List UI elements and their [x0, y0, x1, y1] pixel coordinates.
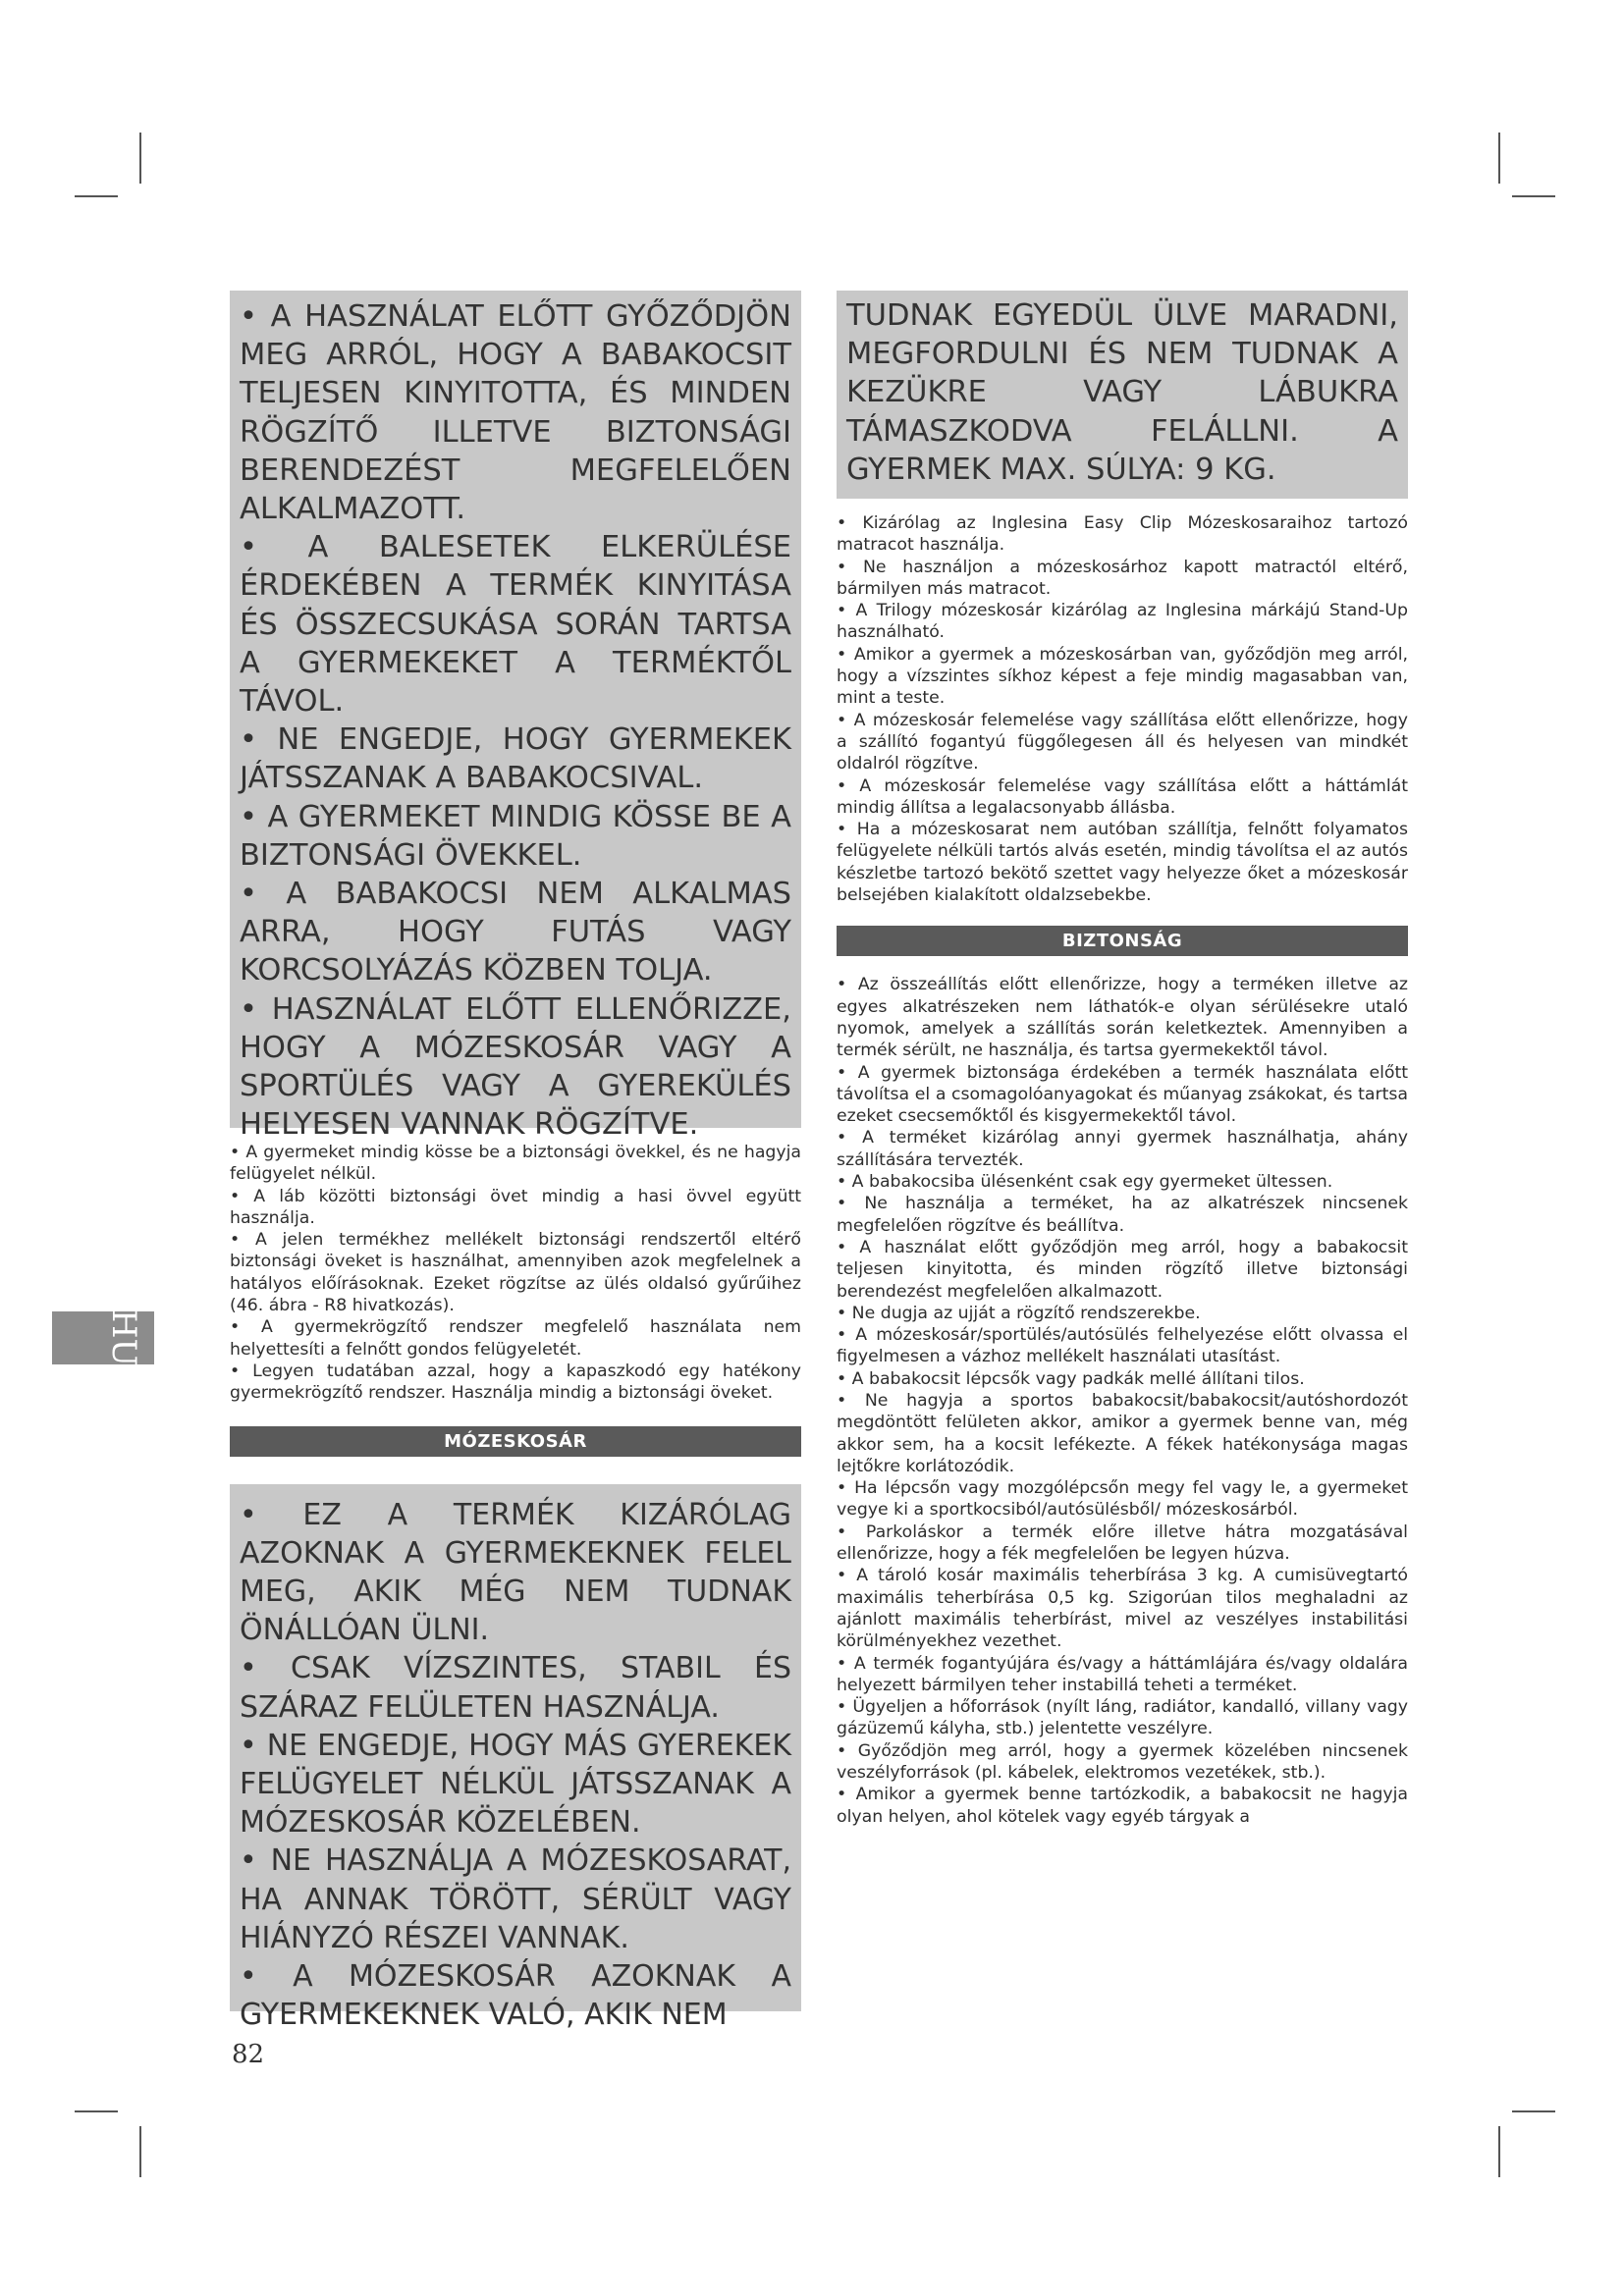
- warning-box: [230, 291, 801, 1143]
- warning-item: • A BABAKOCSI NEM ALKALMAS ARRA, HOGY FUTÁS VAGY KORCSOLYÁZÁS KÖZBEN TOLJA.: [240, 877, 791, 988]
- body-paragraph: • A termék fogantyújára és/vagy a háttámlájára és/vagy oldalára helyezett bármilyen teher instabillá teheti a terméket.: [837, 1653, 1408, 1695]
- warning-item: TUDNAK EGYEDÜL ÜLVE MARADNI, MEGFORDULNI ÉS NEM TUDNAK A KEZÜKRE VAGY LÁBUKRA TÁMASZKODVA FELÁLLNI. A GYERMEK MAX. SÚLYA: 9 KG.: [846, 298, 1398, 487]
- crop-mark: [1512, 195, 1555, 197]
- body-paragraph: • A babakocsit lépcsők vagy padkák mellé állítani tilos.: [837, 1368, 1305, 1389]
- body-paragraph: • Ha a mózeskosarat nem autóban szállítja, felnőtt folyamatos felügyelete nélküli tartós alvás esetén, mindig távolítsa el az autós készletbe tartozó bekötő szettet vagy helyezze őket a mózeskosár belsejében kialakított oldalzsebekbe.: [837, 820, 1408, 906]
- body-text: [837, 512, 1408, 906]
- body-paragraph: • A babakocsiba ülésenként csak egy gyermeket ültessen.: [837, 1172, 1333, 1193]
- body-paragraph: • A gyermeket mindig kösse be a biztonsági övekkel, és ne hagyja felügyelet nélkül.: [230, 1143, 801, 1185]
- body-paragraph: • Parkoláskor a termék előre illetve hátra mozgatásával ellenőrizze, hogy a fék megfelelően be legyen húzva.: [837, 1522, 1408, 1565]
- body-paragraph: • A gyermekrögzítő rendszer megfelelő használata nem helyettesíti a felnőtt gondos felügyeletét.: [230, 1317, 801, 1360]
- body-text: [230, 1142, 801, 1405]
- crop-mark: [1512, 2110, 1555, 2112]
- page-number: 82: [232, 2040, 265, 2069]
- warning-item: • A MÓZESKOSÁR AZOKNAK A GYERMEKEKNEK VALÓ, AKIK NEM: [240, 1959, 791, 2033]
- body-paragraph: • Ne használja a terméket, ha az alkatrészek nincsenek megfelelően rögzítve és beállítva.: [837, 1194, 1408, 1236]
- body-paragraph: • Ha lépcsőn vagy mozgólépcsőn megy fel vagy le, a gyermeket vegye ki a sportkocsiból/autósülésből/ mózeskosárból.: [837, 1478, 1408, 1521]
- body-paragraph: • A mózeskosár felemelése vagy szállítása előtt ellenőrizze, hogy a szállító fogantyú függőlegesen áll és helyesen van mindkét oldalról rögzítve.: [837, 710, 1408, 774]
- body-paragraph: • Ne hagyja a sportos babakocsit/babakocsit/autóshordozót megdöntött felületen akkor, amikor a gyermek benne van, még akkor sem, ha a kocsit lefékezte. A fékek hatékonysága magas lejtőkre korlátozódik.: [837, 1390, 1408, 1476]
- left-column: [230, 291, 801, 2033]
- body-paragraph: • A mózeskosár felemelése vagy szállítása előtt a háttámlát mindig állítsa a legalacsonyabb állásba.: [837, 775, 1408, 818]
- crop-mark: [139, 133, 141, 184]
- body-paragraph: • A mózeskosár/sportülés/autósülés felhelyezése előtt olvassa el figyelmesen a vázhoz mellékelt használati utasítást.: [837, 1325, 1408, 1367]
- warning-item: • EZ A TERMÉK KIZÁRÓLAG AZOKNAK A GYERMEKEKNEK FELEL MEG, AKIK MÉG NEM TUDNAK ÖNÁLLÓAN ÜLNI.: [240, 1497, 791, 1648]
- section-heading-mozeskosar: MÓZESKOSÁR: [230, 1426, 801, 1457]
- warning-item: • CSAK VÍZSZINTES, STABIL ÉS SZÁRAZ FELÜLETEN HASZNÁLJA.: [240, 1651, 791, 1725]
- crop-mark: [139, 2126, 141, 2177]
- body-paragraph: • Legyen tudatában azzal, hogy a kapaszkodó egy hatékony gyermekrögzítő rendszer. Használja mindig a biztonsági öveket.: [230, 1361, 801, 1404]
- language-tab-label: HU: [103, 1308, 143, 1367]
- body-paragraph: • Kizárólag az Inglesina Easy Clip Mózeskosaraihoz tartozó matracot használja.: [837, 513, 1408, 556]
- crop-mark: [1498, 133, 1500, 184]
- body-paragraph: • Ne használjon a mózeskosárhoz kapott matractól eltérő, bármilyen más matracot.: [837, 557, 1408, 599]
- warning-box: [837, 291, 1408, 499]
- warning-item: • A HASZNÁLAT ELŐTT GYŐZŐDJÖN MEG ARRÓL, HOGY A BABAKOCSIT TELJESEN KINYITOTTA, ÉS MINDEN RÖGZÍTŐ ILLETVE BIZTONSÁGI BERENDEZÉST MEGFELELŐEN ALKALMAZOTT.: [240, 299, 791, 527]
- body-paragraph: • Az összeállítás előtt ellenőrizze, hogy a terméken illetve az egyes alkatrészeken nem láthatók-e olyan sérülésekre utaló nyomok, amelyek a szállítás során keletkeztek. Amennyiben a termék sérült, ne használja, és tartsa gyermekektől távol.: [837, 975, 1408, 1061]
- right-column: [837, 291, 1408, 1828]
- body-paragraph: • Amikor a gyermek a mózeskosárban van, győződjön meg arról, hogy a vízszintes síkhoz képest a feje mindig magasabban van, mint a teste.: [837, 644, 1408, 709]
- section-heading-biztonsag: BIZTONSÁG: [837, 926, 1408, 956]
- body-paragraph: • A gyermek biztonsága érdekében a termék használata előtt távolítsa el a csomagolóanyagokat és műanyag zsákokat, és tartsa ezeket csecsemőktől és kisgyermekektől távol.: [837, 1062, 1408, 1127]
- warning-item: • HASZNÁLAT ELŐTT ELLENŐRIZZE, HOGY A MÓZESKOSÁR VAGY A SPORTÜLÉS VAGY A GYEREKÜLÉS HELYESEN VANNAK RÖGZÍTVE.: [240, 991, 791, 1143]
- crop-mark: [75, 2110, 118, 2112]
- warning-item: • NE ENGEDJE, HOGY MÁS GYEREKEK FELÜGYELET NÉLKÜL JÁTSSZANAK A MÓZESKOSÁR KÖZELÉBEN.: [240, 1728, 791, 1841]
- body-paragraph: • A terméket kizárólag annyi gyermek használhatja, ahány szállítására tervezték.: [837, 1128, 1408, 1170]
- language-tab: [52, 1308, 154, 1367]
- warning-box: [230, 1484, 801, 2033]
- body-paragraph: • Ne dugja az ujját a rögzítő rendszerekbe.: [837, 1303, 1201, 1323]
- body-paragraph: • Győződjön meg arról, hogy a gyermek közelében nincsenek veszélyforrások (pl. kábelek, elektromos vezetékek, stb.).: [837, 1740, 1408, 1784]
- warning-item: • A BALESETEK ELKERÜLÉSE ÉRDEKÉBEN A TERMÉK KINYITÁSA ÉS ÖSSZECSUKÁSA SORÁN TARTSA A GYERMEKEKET A TERMÉKTŐL TÁVOL.: [240, 530, 791, 720]
- body-paragraph: • A jelen termékhez mellékelt biztonsági rendszertől eltérő biztonsági öveket is használhat, amennyiben azok megfelelnek a hatályos előírásoknak. Ezeket rögzítse az ülés oldalsó gyűrűihez (46. ábra - R8 hivatkozás).: [230, 1230, 801, 1316]
- warning-item: • NE HASZNÁLJA A MÓZESKOSARAT, HA ANNAK TÖRÖTT, SÉRÜLT VAGY HIÁNYZÓ RÉSZEI VANNAK.: [240, 1843, 791, 1955]
- body-paragraph: • A Trilogy mózeskosár kizárólag az Inglesina márkájú Stand-Up használható.: [837, 601, 1408, 643]
- body-paragraph: • Amikor a gyermek benne tartózkodik, a babakocsit ne hagyja olyan helyen, ahol kötelek vagy egyéb tárgyak a: [837, 1785, 1408, 1827]
- crop-mark: [1498, 2126, 1500, 2177]
- warning-item: • NE ENGEDJE, HOGY GYERMEKEK JÁTSSZANAK A BABAKOCSIVAL.: [240, 722, 791, 796]
- body-paragraph: • A láb közötti biztonsági övet mindig a hasi övvel együtt használja.: [230, 1186, 801, 1228]
- body-paragraph: • A használat előtt győződjön meg arról, hogy a babakocsit teljesen kinyitotta, és minden rögzítő illetve biztonsági berendezést megfelelően alkalmazott.: [837, 1237, 1408, 1302]
- crop-mark: [75, 195, 118, 197]
- body-paragraph: • A tároló kosár maximális teherbírása 3 kg. A cumisüvegtartó maximális teherbírása 0,5 kg. Szigorúan tilos meghaladni az ajánlott maximális teherbírást, mivel az veszélyes instabilitási körülményekhez vezethet.: [837, 1566, 1408, 1652]
- body-text: [837, 974, 1408, 1828]
- body-paragraph: • Ügyeljen a hőforrások (nyílt láng, radiátor, kandalló, villany vagy gázüzemű kályha, stb.) jelentette veszélyre.: [837, 1697, 1408, 1739]
- warning-item: • A GYERMEKET MINDIG KÖSSE BE A BIZTONSÁGI ÖVEKKEL.: [240, 799, 791, 873]
